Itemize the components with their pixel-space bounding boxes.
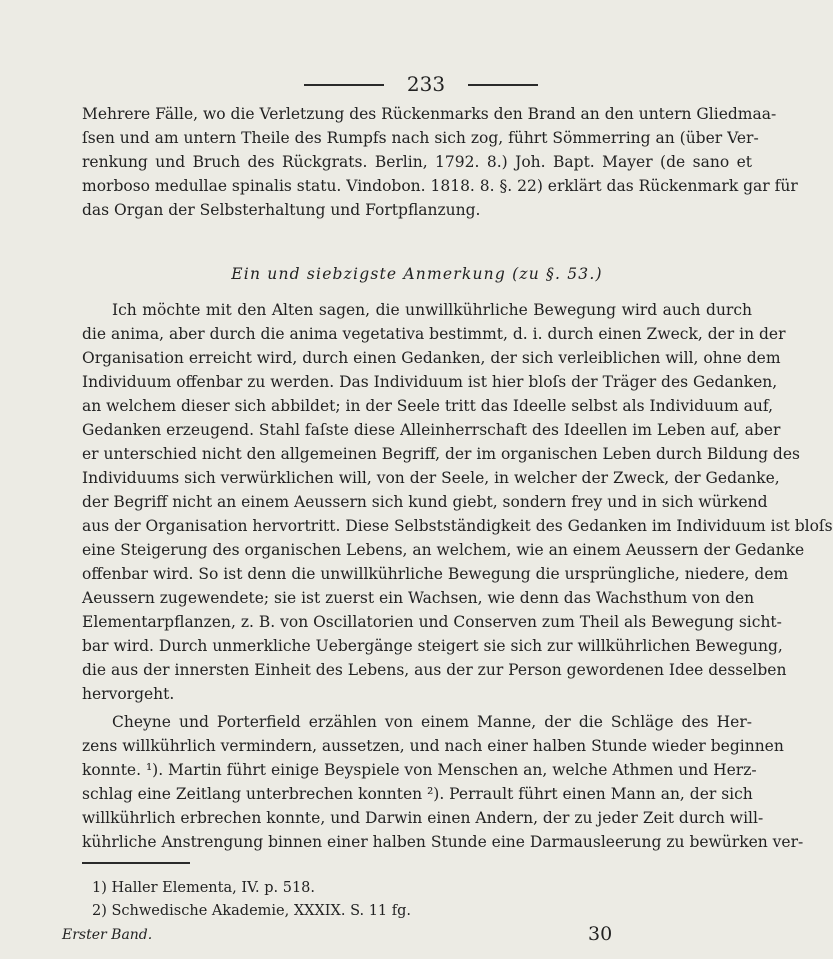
sheet-number: 30 bbox=[588, 923, 613, 945]
text-line: morboso medullae spinalis statu. Vindobon. 1818. 8. §. 22) erklärt das Rückenmark gar für bbox=[82, 177, 798, 195]
text-line: aus der Organisation hervortritt. Diese Selbstständigkeit des Gedanken im Individuum ist bloſs bbox=[82, 517, 833, 535]
text-line: konnte. ¹). Martin führt einige Beyspiele von Menschen an, welche Athmen und Herz- bbox=[82, 761, 757, 779]
text-line: Cheyne und Porterfield erzählen von einem Manne, der die Schläge des Her- bbox=[112, 713, 752, 731]
text-line: willkührlich erbrechen konnte, und Darwin einen Andern, der zu jeder Zeit durch will- bbox=[82, 809, 764, 827]
text-line: Elementarpflanzen, z. B. von Oscillatorien und Conserven zum Theil als Bewegung sicht- bbox=[82, 613, 782, 631]
signature-mark: Erster Band. bbox=[62, 927, 153, 943]
text-line: renkung und Bruch des Rückgrats. Berlin, 1792. 8.) Joh. Bapt. Mayer (de sano et bbox=[82, 153, 752, 171]
text-line: Organisation erreicht wird, durch einen Gedanken, der sich verleiblichen will, ohne dem bbox=[82, 349, 781, 367]
text-line: Mehrere Fälle, wo die Verletzung des Rückenmarks den Brand an den untern Gliedmaa- bbox=[82, 105, 777, 123]
text-line: er unterschied nicht den allgemeinen Begriff, der im organischen Leben durch Bildung des bbox=[82, 445, 800, 463]
text-line: Ich möchte mit den Alten sagen, die unwillkührliche Bewegung wird auch durch bbox=[112, 301, 752, 319]
text-line: die aus der innersten Einheit des Lebens, aus der zur Person gewordenen Idee desselben bbox=[82, 661, 787, 679]
text-line: an welchem dieser sich abbildet; in der Seele tritt das Ideelle selbst als Individuum auf, bbox=[82, 397, 773, 415]
page-header bbox=[0, 72, 800, 96]
text-line: zens willkührlich vermindern, aussetzen, und nach einer halben Stunde wieder beginnen bbox=[82, 737, 784, 755]
text-line: hervorgeht. bbox=[82, 685, 175, 703]
text-line: Gedanken erzeugend. Stahl faſste diese Alleinherrschaft des Ideellen im Leben auf, aber bbox=[82, 421, 781, 439]
text-line: ſsen und am untern Theile des Rumpfs nach sich zog, führt Sömmerring an (über Ver- bbox=[82, 129, 759, 147]
text-line: kührliche Anstrengung binnen einer halben Stunde eine Darmausleerung zu bewürken ver- bbox=[82, 833, 804, 851]
text-line: Individuums sich verwürklichen will, von der Seele, in welcher der Zweck, der Gedanke, bbox=[82, 469, 780, 487]
footnote: 1) Haller Elementa, IV. p. 518. bbox=[92, 880, 316, 896]
text-line: bar wird. Durch unmerkliche Uebergänge steigert sie sich zur willkührlichen Bewegung, bbox=[82, 637, 783, 655]
footnote-rule bbox=[82, 862, 190, 864]
page-number: 233 bbox=[406, 72, 446, 96]
text-line: schlag eine Zeitlang unterbrechen konnten ²). Perrault führt einen Mann an, der sich bbox=[82, 785, 753, 803]
section-heading: Ein und siebzigste Anmerkung (zu §. 53.) bbox=[231, 265, 603, 283]
header-rule-right bbox=[468, 84, 538, 86]
text-line: Individuum offenbar zu werden. Das Individuum ist hier bloſs der Träger des Gedanken, bbox=[82, 373, 778, 391]
text-line: eine Steigerung des organischen Lebens, an welchem, wie an einem Aeussern der Gedanke bbox=[82, 541, 805, 559]
text-line: das Organ der Selbsterhaltung und Fortpflanzung. bbox=[82, 201, 481, 219]
header-rule-left bbox=[304, 84, 384, 86]
text-line: offenbar wird. So ist denn die unwillkührliche Bewegung die ursprüngliche, niedere, dem bbox=[82, 565, 789, 583]
text-line: Aeussern zugewendete; sie ist zuerst ein Wachsen, wie denn das Wachsthum von den bbox=[82, 589, 755, 607]
text-line: die anima, aber durch die anima vegetativa bestimmt, d. i. durch einen Zweck, der in der bbox=[82, 325, 786, 343]
footnote: 2) Schwedische Akademie, XXXIX. S. 11 fg. bbox=[92, 903, 412, 919]
text-line: der Begriff nicht an einem Aeussern sich kund giebt, sondern frey und in sich würkend bbox=[82, 493, 768, 511]
